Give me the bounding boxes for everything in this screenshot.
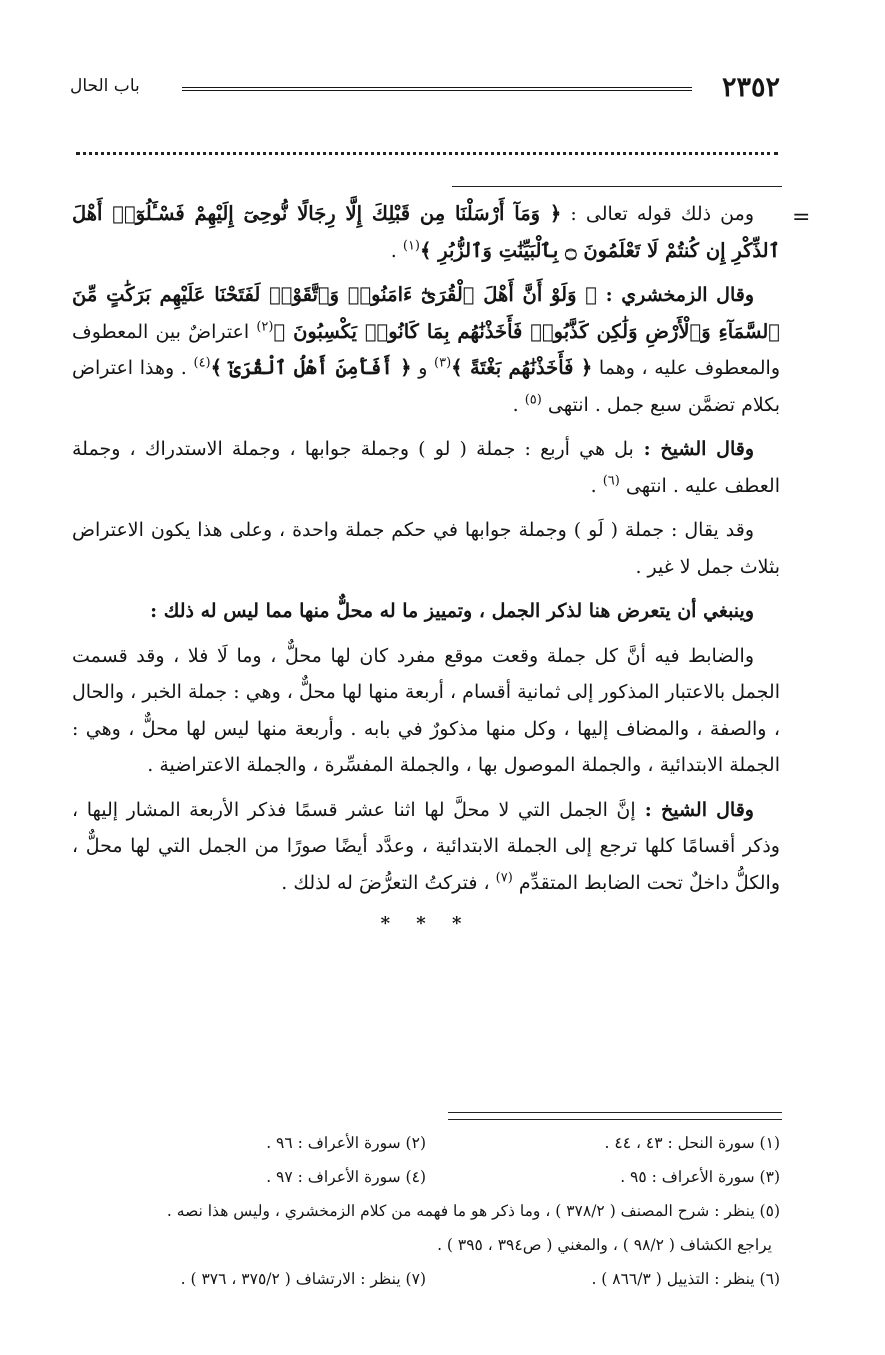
- footnote-1: (١) سورة النحل : ٤٣ ، ٤٤ .: [604, 1134, 780, 1152]
- running-head: باب الحال: [70, 76, 140, 96]
- footnote-row: [72, 1160, 780, 1194]
- paragraph-text: .: [590, 474, 603, 497]
- paragraph-text: اعتراضٌ بين المعطوف والمعطوف عليه ، وهما: [72, 320, 780, 379]
- footnote-rule: [448, 1112, 782, 1113]
- quran-quote: ﴿ وَمَآ أَرْسَلْنَا مِن قَبْلِكَ إِلَّا رِجَالًا نُّوحِىٓ إِلَيْهِمْ فَسْـَٔلُوٓا۟ أَهْلَ ٱلذِّكْرِ إِن كُنتُمْ لَا تَعْلَمُونَ ۝ بِٱلْبَيِّنَٰتِ وَٱلزُّبُرِ ﴾: [72, 202, 780, 262]
- footnote-5: (٥) ينظر : شرح المصنف ( ٣٧٨/٢ ) ، وما ذكر هو ما فهمه من كلام الزمخشري ، وليس هذا نصه .: [166, 1202, 780, 1220]
- paragraph-lead: وقال الزمخشري :: [596, 284, 754, 306]
- footnote-ref: (٣): [434, 355, 452, 371]
- footnote-row: [72, 1228, 780, 1262]
- paragraph: [72, 277, 780, 423]
- paragraph-text: وقد يقال : جملة ( لَو ) وجملة جوابها في حكم جملة واحدة ، وعلى هذا يكون الاعتراض بثلاث جمل لا غير .: [72, 519, 780, 578]
- quran-quote: ﴿ فَأَخَذْنَٰهُم بَغْتَةً ﴾: [451, 356, 593, 379]
- footnote-7: (٧) ينظر : الارتشاف ( ٣٧٥/٢ ، ٣٧٦ ) .: [180, 1270, 426, 1288]
- paragraph: [72, 512, 780, 585]
- dotted-separator: [76, 152, 778, 155]
- paragraph-text: بل هي أربع : جملة ( لو ) وجملة جوابها ، وجملة الاستدراك ، وجملة العطف عليه . انتهى: [72, 438, 780, 497]
- footnote-ref: (٧): [495, 870, 513, 886]
- paragraph-text: .: [512, 393, 525, 416]
- paragraph-text: إنَّ الجمل التي لا محلَّ لها اثنا عشر قسمًا فذكر الأربعة المشار إليها ، وذكر أقسامًا كلها ترجع إلى الجملة الابتدائية ، وعدَّد أيضًا صورًا من الجمل التي لها محلٌّ ، والكلُّ داخلٌ تحت الضابط المتقدِّم: [72, 798, 780, 894]
- footnote-2: (٢) سورة الأعراف : ٩٦ .: [266, 1134, 426, 1152]
- footnote-ref: (٤): [193, 355, 211, 371]
- section-break: * * *: [380, 913, 472, 934]
- footnote-row: [72, 1126, 780, 1160]
- header-double-rule: [182, 87, 692, 91]
- continuation-mark: =: [792, 205, 811, 230]
- quran-quote: ﴿ أَفَأَمِنَ أَهْلُ ٱلْقُرَىٰٓ ﴾: [210, 356, 412, 379]
- paragraph-text: ومن ذلك قوله تعالى :: [561, 203, 754, 225]
- page-number: ٢٣٥٢: [721, 72, 780, 103]
- paragraph: [72, 638, 780, 784]
- paragraph-lead: وقال الشيخ :: [635, 798, 754, 821]
- paragraph-lead: وينبغي أن يتعرض هنا لذكر الجمل ، وتمييز ما له محلٌّ منها مما ليس له ذلك :: [150, 600, 754, 622]
- paragraph-text: .: [390, 239, 403, 262]
- footnote-ref: (١): [402, 238, 420, 254]
- footnote-rule: [448, 1119, 782, 1120]
- footnote-5-continued: يراجع الكشاف ( ٩٨/٢ ) ، والمغني ( ص٣٩٤ ، ٣٩٥ ) .: [437, 1236, 772, 1254]
- paragraph-text: . وهذا اعتراض بكلام تضمَّن سبع جمل . انتهى: [72, 357, 780, 416]
- paragraph: [72, 196, 780, 269]
- page-header: [70, 72, 780, 108]
- footnote-row: [72, 1194, 780, 1228]
- footnotes: [72, 1126, 780, 1296]
- footnote-4: (٤) سورة الأعراف : ٩٧ .: [266, 1168, 426, 1186]
- footnote-row: [72, 1262, 780, 1296]
- quran-quote: ﴿ وَلَوْ أَنَّ أَهْلَ ٱلْقُرَىٰٓ ءَامَنُوا۟ وَٱتَّقَوْا۟ لَفَتَحْنَا عَلَيْهِم بَرَكَٰتٍ مِّنَ ٱلسَّمَآءِ وَٱلْأَرْضِ وَلَٰكِن كَذَّبُوا۟ فَأَخَذْنَٰهُم بِمَا كَانُوا۟ يَكْسِبُونَ ﴾: [72, 283, 780, 343]
- paragraph-lead: وقال الشيخ :: [633, 438, 754, 460]
- paragraph-text: و: [411, 357, 435, 379]
- footnote-6: (٦) ينظر : التذييل ( ٨٦٦/٣ ) .: [591, 1270, 780, 1288]
- footnote-ref: (٢): [256, 319, 274, 335]
- paragraph-text: والضابط فيه أنَّ كل جملة وقعت موقع مفرد كان لها محلٌّ ، وما لَا فلا ، وقد قسمت الجمل بالاعتبار المذكور إلى ثمانية أقسام ، أربعة منها لها محلٌّ ، وهي : جملة الخبر ، والحال ، والصفة ، والمضاف إليها ، وكل منها مذكورٌ في بابه . وأربعة منها ليس لها محلٌّ ، وهي : الجملة الابتدائية ، والجملة الموصول بها ، والجملة المفسِّرة ، والجملة الاعتراضية .: [72, 644, 780, 776]
- footnote-3: (٣) سورة الأعراف : ٩٥ .: [620, 1168, 780, 1186]
- continuation-rule: [452, 186, 782, 187]
- paragraph-text: ، فتركتُ التعرُّضَ له لذلك .: [281, 871, 496, 894]
- paragraph: [72, 431, 780, 504]
- footnote-ref: (٦): [602, 473, 620, 489]
- main-text: [72, 196, 780, 934]
- section-heading-paragraph: [72, 593, 780, 630]
- footnote-ref: (٥): [524, 392, 542, 408]
- paragraph: [72, 792, 780, 902]
